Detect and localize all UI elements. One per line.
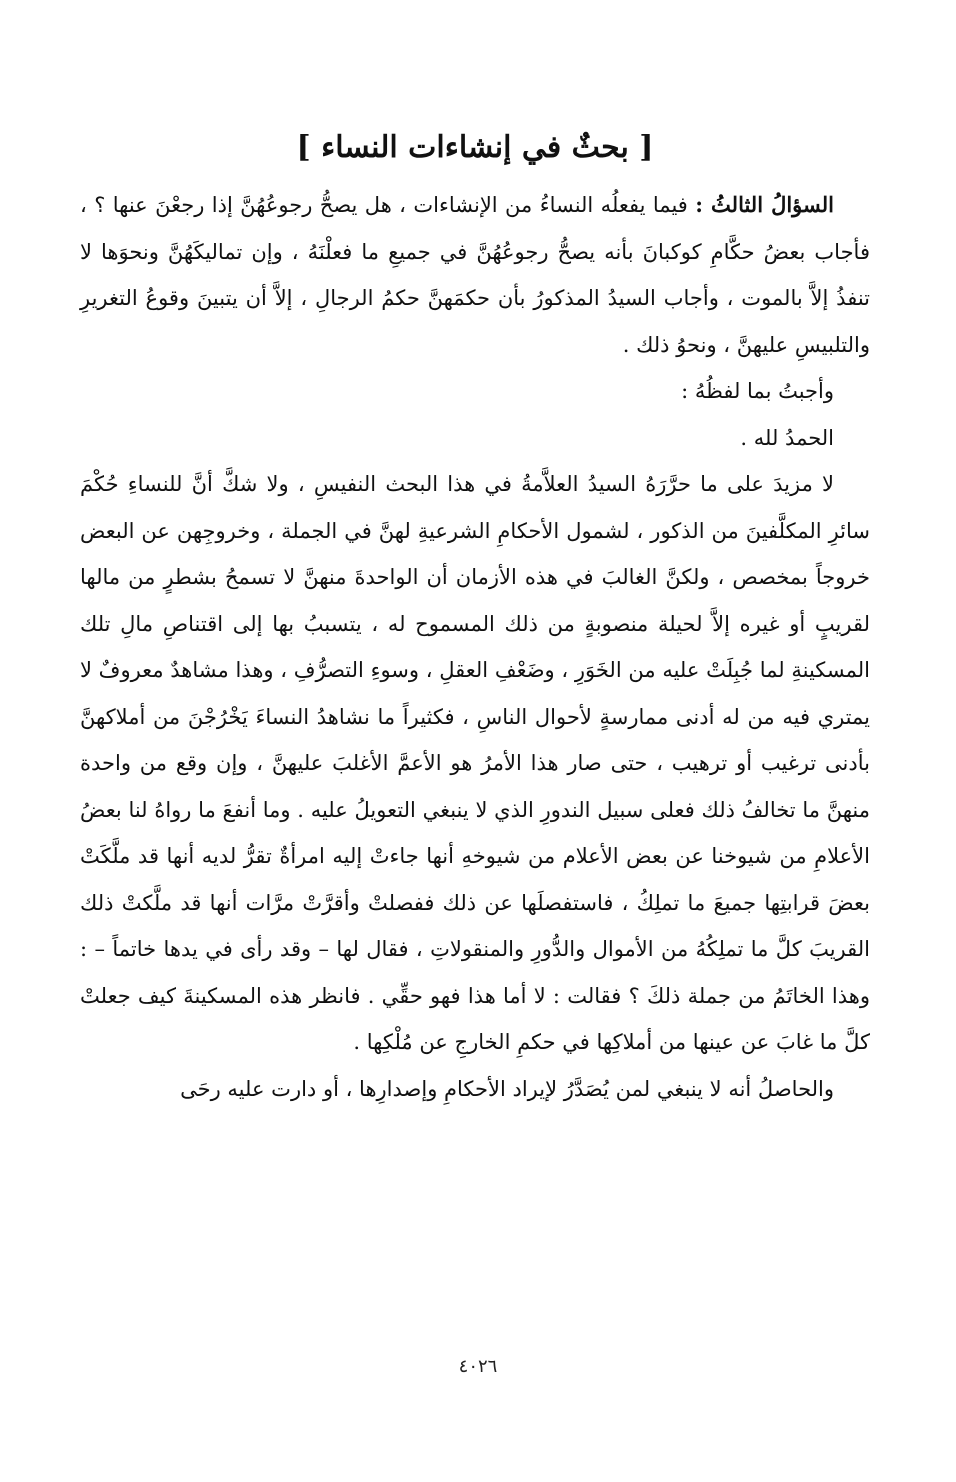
question-paragraph [80,182,870,368]
section-title: [ بحثٌ في إنشاءات النساء ] [296,130,654,165]
praise-line: الحمدُ لله . [740,425,834,450]
page-number: ٤٠٢٦ [458,1356,498,1377]
answer-intro: وأجبتُ بما لفظُهُ : [681,379,834,403]
body-paragraph: لا مزيدَ على ما حرَّرَهُ السيدُ العلاَّمةُ في هذا البحث النفيسِ ، ولا شكَّ أنَّ للنساءِ حُكْمَ سائرِ المكلَّفينَ من الذكور ، لشمول الأحكامِ الشرعيةِ لهنَّ في الجملة ، وخروجِهن عن البعض خروجاً بمخصص ، ولكنَّ الغالبَ في هذه الأزمان أن الواحدةَ منهنَّ لا تسمحُ بشطرٍ من مالها لقريبٍ أو غيره إلاَّ لحيلة منصوبةٍ من ذلك المسموح له ، يتسببُ بها إلى اقتناصِ مالِ تلك المسكينةِ لما جُبِلَتْ عليه من الخَوَرِ ، وضَعْفِ العقلِ ، وسوءِ التصرُّفِ ، وهذا مشاهدٌ معروفٌ لا يمتري فيه من له أدنى ممارسةٍ لأحوال الناسِ ، فكثيراً ما نشاهدُ النساءَ يَخْرُجْنَ من أملاكهنَّ بأدنى ترغيب أو ترهيب ، حتى صار هذا الأمرُ هو الأعمَّ الأغلبَ عليهنَّ ، وإن وقع من واحدة منهنَّ ما تخالفُ ذلك فعلى سبيل الندورِ الذي لا ينبغي التعويلُ عليه . وما أنفعَ ما رواهُ لنا بعضُ الأعلامِ من شيوخنا عن بعض الأعلام من شيوخهِ أنها جاءتْ إليه امرأةٌ تقرُّ لديه أنها قد ملَّكَتْ بعضَ قرابتِها جميعَ ما تملِكُ ، فاستفصلَها عن ذلك ففصلتْ وأقرَّتْ مرَّات أنها قد ملَّكتْ ذلك القريبَ كلَّ ما تملِكُهُ من الأموال والدُّورِ والمنقولاتِ ، فقال لها – وقد رأى في يدها خاتماً – : وهذا الخاتَمُ من جملة ذلكَ ؟ فقالت : لا أما هذا فهو حقِّي . فانظر هذه المسكينةَ كيف جعلتْ كلَّ ما غابَ عن عينها من أملاكِها في حكمِ الخارجِ عن مُلْكِها . [80,472,870,1054]
closing-fragment: والحاصلُ أنه لا ينبغي لمن يُصَدَّرُ لإيراد الأحكامِ وإصدارِها ، أو دارت عليه رحَى [180,1076,834,1101]
question-label: السؤالُ الثالثُ : [695,192,834,217]
document-page [80,118,870,1112]
question-text: فيما يفعلُه النساءُ من الإنشاءات ، هل يصحُّ رجوعُهُنَّ إذا رجعْنَ عنها ؟ ، فأجاب بعضُ حكَّامِ كوكبانَ بأنه يصحُّ رجوعُهُنَّ في جميعِ ما فعلْنَهُ ، وإن تماليكَهُنَّ ونحوَها لا تنفذُ إلاَّ بالموت ، وأجاب السيدُ المذكورُ بأن حكمَهنَّ حكمُ الرجالِ ، إلاَّ أن يتبينَ وقوعُ التغريرِ والتلبيسِ عليهنَّ ، ونحوُ ذلك . [80,193,870,357]
